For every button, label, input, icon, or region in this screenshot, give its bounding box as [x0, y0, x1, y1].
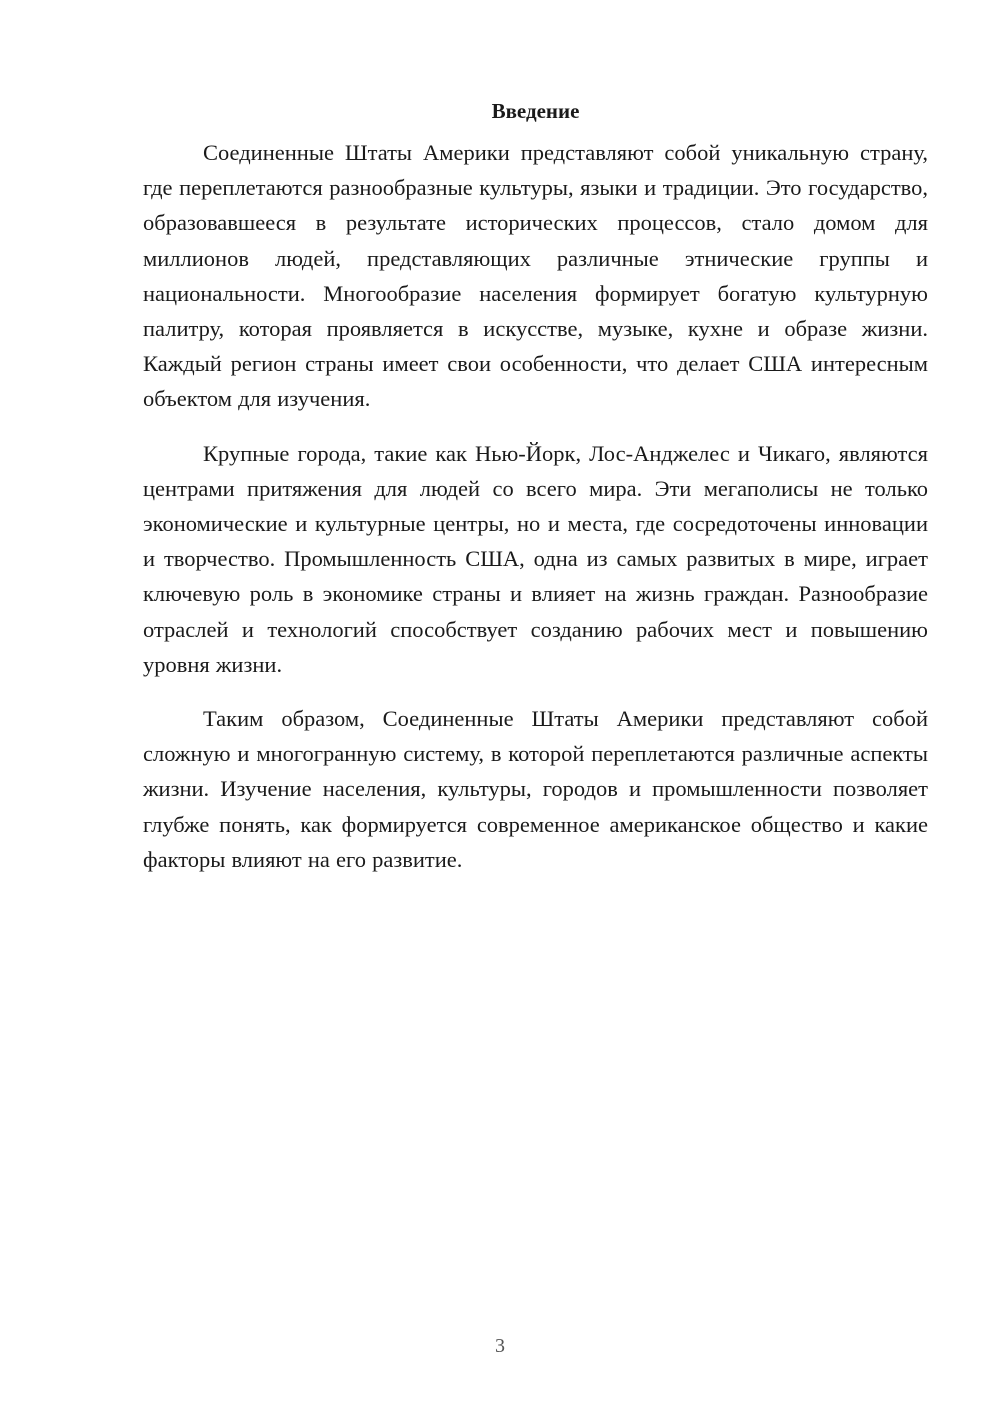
page-content [143, 96, 928, 896]
section-heading: Введение [491, 99, 580, 123]
paragraph-1: Соединенные Штаты Америки представляют собой уникальную страну, где переплетаются разнообразные культуры, языки и традиции. Это государство, образовавшееся в результате исторических процессов, стало домом для миллионов людей, представляющих различные этнические группы и национальности. Многообразие населения формирует богатую культурную палитру, которая проявляется в искусстве, музыке, кухне и образе жизни. Каждый регион страны имеет свои особенности, что делает США интересным объектом для изучения. [143, 140, 928, 412]
paragraph-3: Таким образом, Соединенные Штаты Америки представляют собой сложную и многогранную систему, в которой переплетаются различные аспекты жизни. Изучение населения, культуры, городов и промышленности позволяет глубже понять, как формируется современное американское общество и какие факторы влияют на его развитие. [143, 706, 928, 872]
page-number: 3 [495, 1335, 505, 1357]
paragraph-2: Крупные города, такие как Нью-Йорк, Лос-Анджелес и Чикаго, являются центрами притяжения для людей со всего мира. Эти мегаполисы не только экономические и культурные центры, но и места, где сосредоточены инновации и творчество. Промышленность США, одна из самых развитых в мире, играет ключевую роль в экономике страны и влияет на жизнь граждан. Разнообразие отраслей и технологий способствует созданию рабочих мест и повышению уровня жизни. [143, 440, 928, 677]
